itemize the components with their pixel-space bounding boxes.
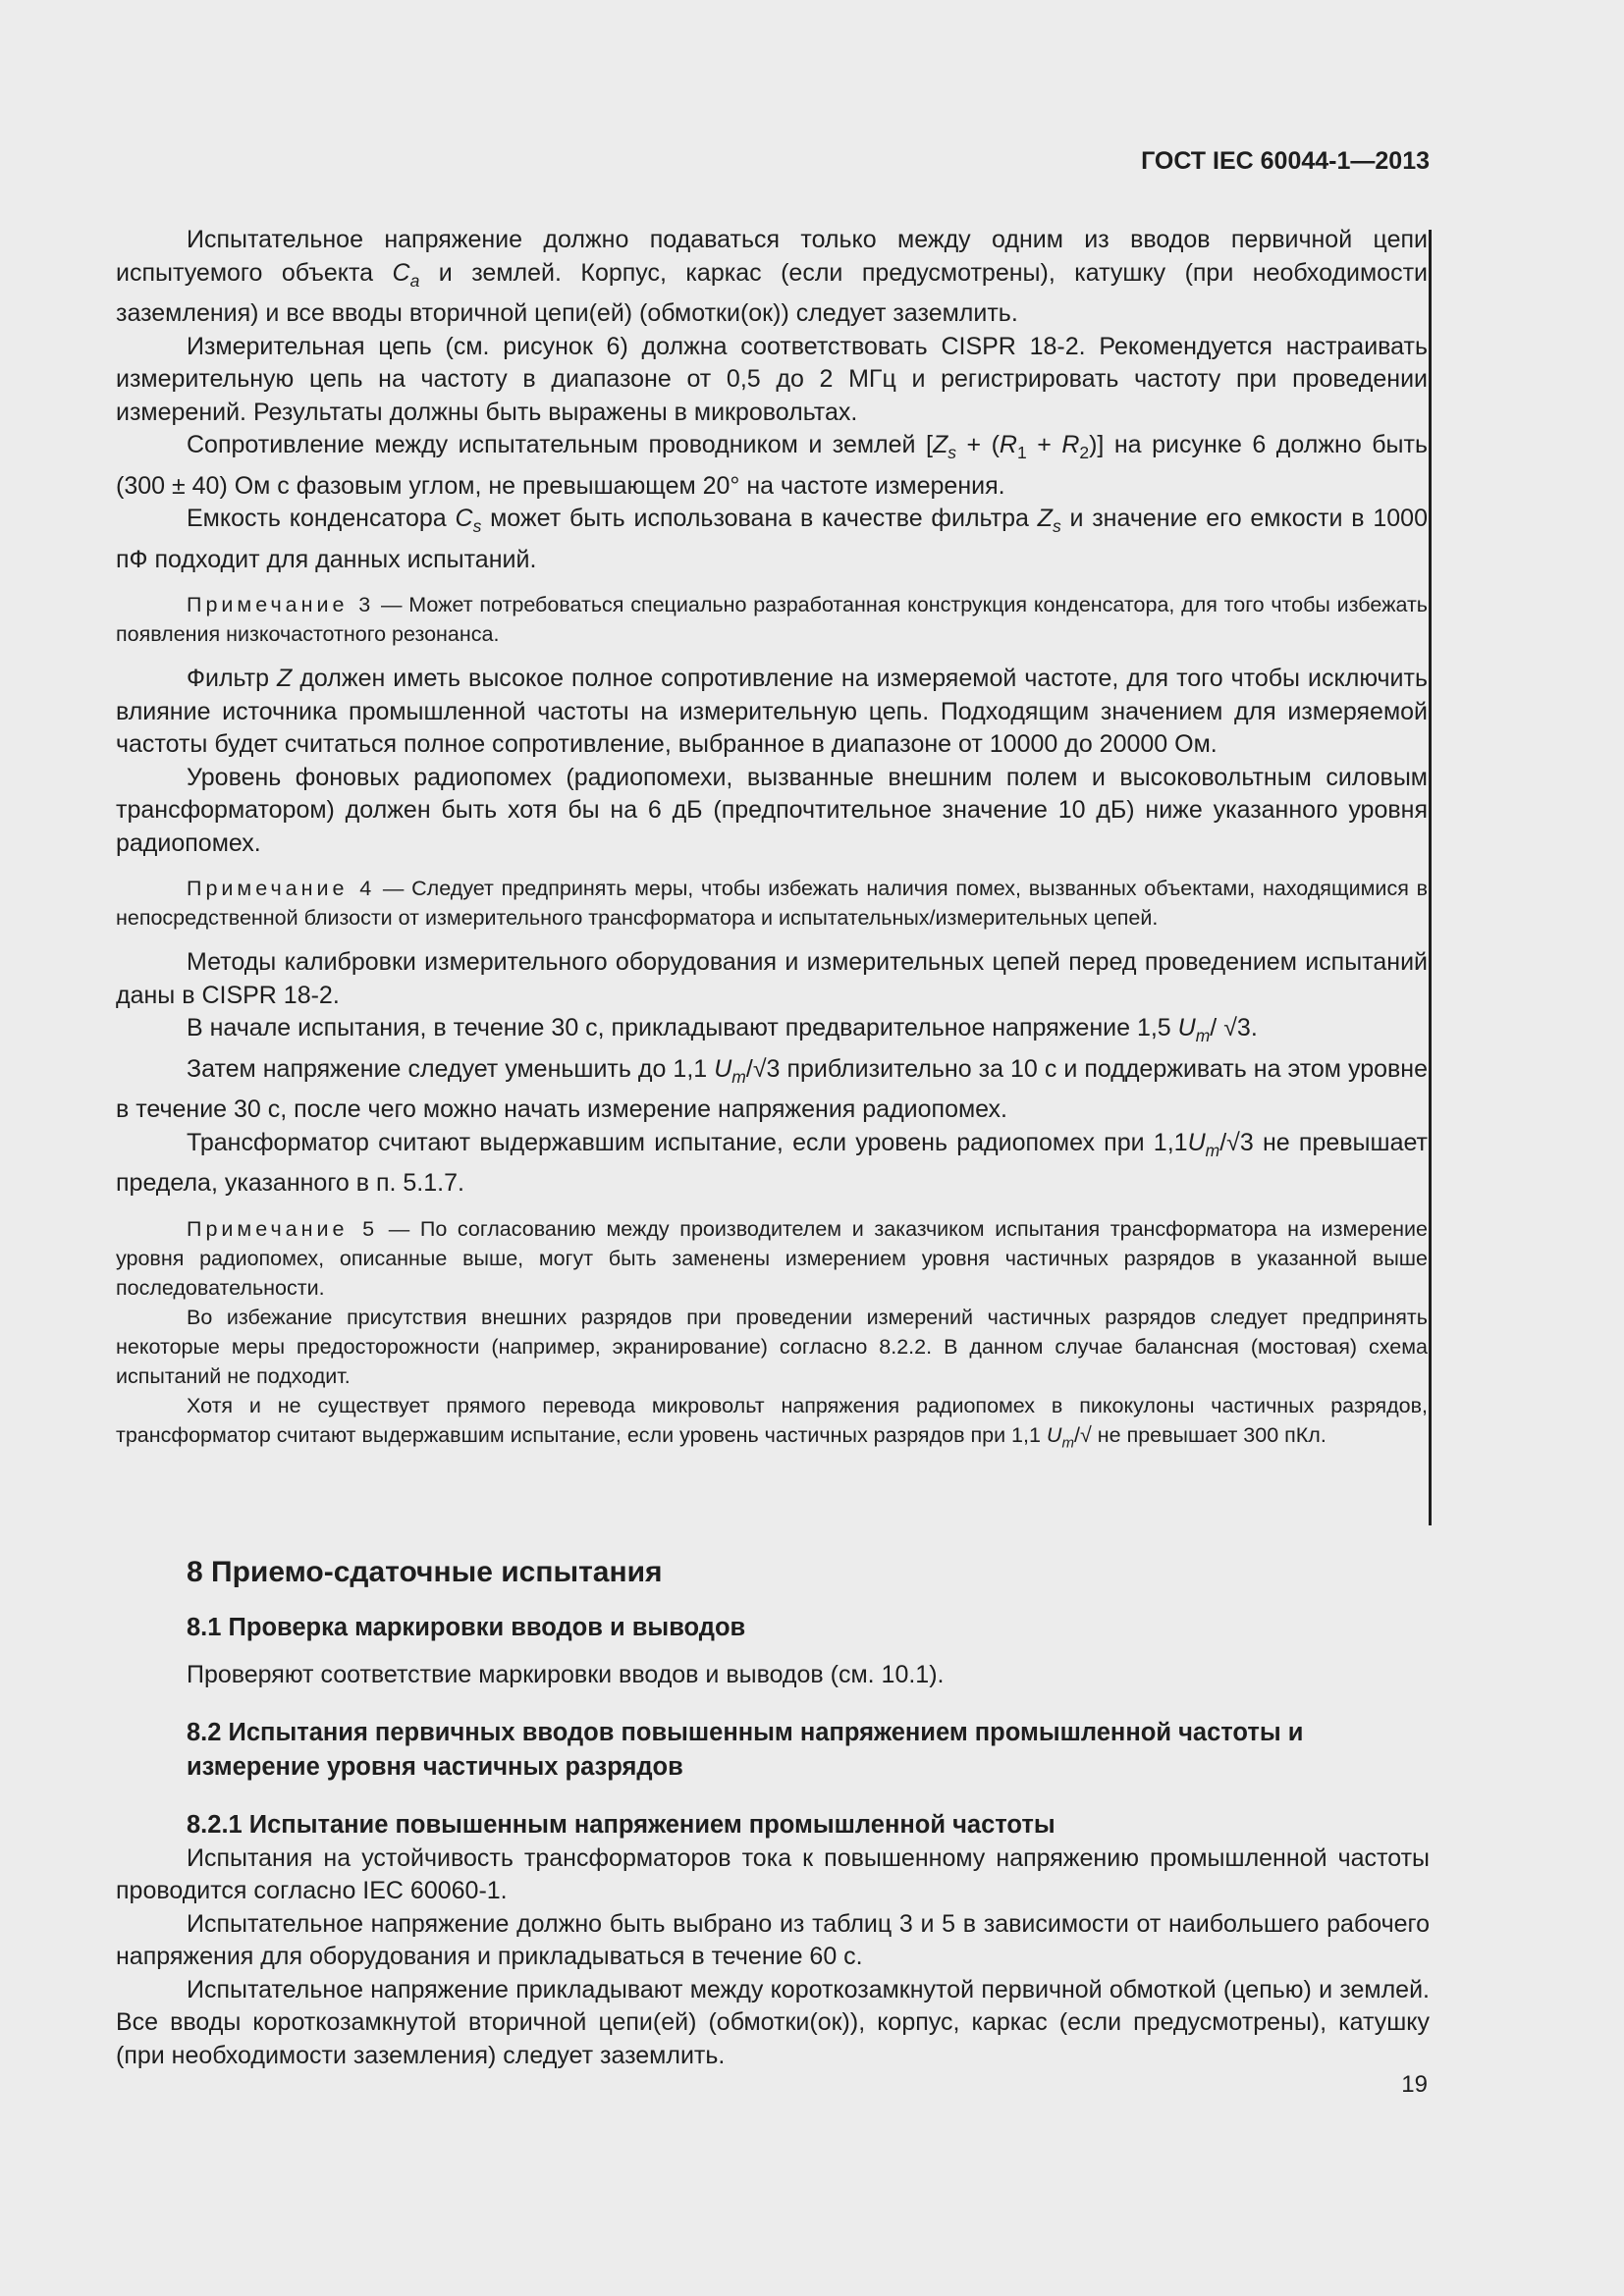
text-run: / bbox=[1219, 1128, 1227, 1156]
symbol-subscript: s bbox=[947, 443, 956, 462]
text-run: Емкость конденсатора bbox=[187, 505, 456, 532]
section-8-2-1-p1: Испытания на устойчивость трансформаторов тока к повышенному напряжению промышленной частоты проводится согласно IEC 60060-1. bbox=[116, 1843, 1430, 1904]
symbol-u: U bbox=[1046, 1422, 1062, 1447]
paragraph-test-voltage bbox=[116, 224, 1428, 331]
symbol-subscript: s bbox=[1052, 516, 1061, 536]
symbol-subscript: m bbox=[731, 1066, 746, 1087]
sqrt-symbol: √3 bbox=[1226, 1128, 1254, 1156]
note-label: Примечание 3 bbox=[187, 593, 375, 616]
symbol-z: Z bbox=[1037, 505, 1053, 532]
text-run: и землей. Корпус, каркас (если предусмотрены), катушку (при необходимости заземления) и все вводы вторичной цепи(ей) (обмотки(ок)) следует заземлить. bbox=[116, 258, 1429, 327]
symbol-c: C bbox=[455, 505, 473, 532]
text-run: / bbox=[1074, 1422, 1080, 1447]
symbol-u: U bbox=[1177, 1014, 1196, 1041]
section-8-heading: 8 Приемо-сдаточные испытания bbox=[187, 1556, 663, 1588]
note-label: Примечание 5 bbox=[187, 1216, 379, 1241]
note-5 bbox=[116, 1214, 1428, 1303]
section-8-1-heading: 8.1 Проверка маркировки вводов и выводов bbox=[187, 1614, 746, 1641]
text-run: В начале испытания, в течение 30 с, прикладывают предварительное напряжение 1,5 bbox=[187, 1014, 1178, 1041]
text-run: приблизительно за 10 с и поддерживать на этом уровне в течение 30 с, после чего можно начать измерение напряжения радиопомех. bbox=[116, 1054, 1428, 1123]
text-run: должен иметь высокое полное сопротивление на измеряемой частоте, для того чтобы исключить влияние источника промышленной частоты на измерительную цепь. Подходящим значением для измеряемой частоты будет считаться полное сопротивление, выбранное в диапазоне от 10000 до 20000 Ом. bbox=[116, 665, 1428, 758]
section-8-2-heading: 8.2 Испытания первичных вводов повышенным напряжением промышленной частоты и измерение уровня частичных разрядов bbox=[187, 1718, 1304, 1781]
paragraph-pass-criteria bbox=[116, 1127, 1428, 1201]
paragraph-calibration: Методы калибровки измерительного оборудования и измерительных цепей перед проведением испытаний даны в CISPR 18-2. bbox=[116, 948, 1428, 1009]
paragraph-measuring-circuit: Измерительная цепь (см. рисунок 6) должна соответствовать CISPR 18-2. Рекомендуется настраивать измерительную цепь на частоту в диапазоне от 0,5 до 2 МГц и регистрировать частоту при проведении измерений. Результаты должны быть выражены в микровольтах. bbox=[116, 332, 1428, 426]
note-5-continued: Во избежание присутствия внешних разрядов при проведении измерений частичных разрядов следует предпринять некоторые меры предосторожности (например, экранирование) согласно 8.2.2. В данном случае балансная (мостовая) схема испытаний не подходит. bbox=[116, 1305, 1428, 1388]
note-label: Примечание 4 bbox=[187, 877, 376, 900]
symbol-z: Z bbox=[277, 665, 293, 692]
paragraph-background-noise: Уровень фоновых радиопомех (радиопомехи, вызванные внешним полем и высоковольтным силовым трансформатором) должен быть хотя бы на 6 дБ (предпочтительное значение 10 дБ) ниже указанного уровня радиопомех. bbox=[116, 763, 1428, 857]
symbol-subscript: m bbox=[1205, 1140, 1220, 1160]
symbol-subscript: a bbox=[409, 270, 420, 291]
note-3 bbox=[116, 590, 1428, 649]
text-run: )] на рисунке 6 должно быть (300 ± 40) Ом с фазовым углом, не превышающем 20° на частоте измерения. bbox=[116, 431, 1428, 500]
text-run: не превышает предела, указанного в п. 5.1.7. bbox=[116, 1128, 1428, 1197]
paragraph-resistance bbox=[116, 429, 1428, 503]
sqrt-symbol: √3 bbox=[1223, 1014, 1251, 1041]
lower-content bbox=[116, 1556, 1430, 2072]
text-run: . bbox=[1250, 1014, 1258, 1041]
section-8-2-1-heading: 8.2.1 Испытание повышенным напряжением промышленной частоты bbox=[187, 1810, 1056, 1839]
paragraph-filter bbox=[116, 663, 1428, 762]
symbol-u: U bbox=[714, 1054, 732, 1083]
section-8-2-1-p3: Испытательное напряжение прикладывают между короткозамкнутой первичной обмоткой (цепью) и землей. Все вводы короткозамкнутой вторичной цепи(ей) (обмотки(ок)), корпус, каркас (если предусмотрены), катушку (при необходимости заземления) следует заземлить. bbox=[116, 1975, 1430, 2069]
upper-content bbox=[116, 224, 1428, 1458]
text-run: может быть использована в качестве фильтра bbox=[481, 505, 1038, 532]
symbol-subscript: m bbox=[1195, 1026, 1211, 1045]
note-5-partial-discharge bbox=[116, 1391, 1428, 1458]
paragraph-capacitance bbox=[116, 503, 1428, 576]
note-text: — Может потребоваться специально разработанная конструкция конденсатора, для того чтобы избежать появления низкочастотного резонанса. bbox=[116, 593, 1428, 646]
document-header: ГОСТ IEC 60044-1—2013 bbox=[1141, 147, 1430, 175]
symbol-subscript: m bbox=[1061, 1433, 1074, 1451]
symbol-u: U bbox=[1187, 1128, 1206, 1156]
symbol-subscript: s bbox=[472, 516, 482, 536]
change-bar bbox=[1429, 230, 1432, 1525]
symbol-r: R bbox=[1061, 431, 1080, 458]
symbol-subscript: 2 bbox=[1079, 443, 1090, 462]
symbol-c: C bbox=[392, 258, 410, 287]
text-run: + ( bbox=[956, 431, 1000, 458]
symbol-r: R bbox=[999, 431, 1017, 458]
text-run: Сопротивление между испытательным проводником и землей [ bbox=[187, 431, 933, 458]
text-run: не превышает 300 пКл. bbox=[1091, 1422, 1326, 1447]
text-run: / bbox=[745, 1054, 753, 1083]
note-text: — Следует предпринять меры, чтобы избежать наличия помех, вызванных объектами, находящимися в непосредственной близости от измерительного трансформатора и испытательных/измерительных цепей. bbox=[116, 877, 1429, 930]
sqrt-symbol: √ bbox=[1079, 1422, 1092, 1447]
text-run: Трансформатор считают выдержавшим испытание, если уровень радиопомех при 1,1 bbox=[187, 1128, 1188, 1156]
text-run: Фильтр bbox=[187, 665, 278, 692]
section-8-2-1-p2: Испытательное напряжение должно быть выбрано из таблиц 3 и 5 в зависимости от наибольшего рабочего напряжения для оборудования и прикладываться в течение 60 с. bbox=[116, 1909, 1430, 1970]
text-run: Затем напряжение следует уменьшить до 1,1 bbox=[187, 1054, 715, 1083]
page-number: 19 bbox=[1401, 2071, 1428, 2098]
sqrt-symbol: √3 bbox=[752, 1054, 781, 1083]
note-4 bbox=[116, 874, 1428, 933]
text-run: и значение его емкости в 1000 пФ подходит для данных испытаний. bbox=[116, 505, 1428, 573]
paragraph-prestress bbox=[116, 1012, 1428, 1053]
symbol-z: Z bbox=[932, 431, 948, 458]
text-run: / bbox=[1210, 1014, 1218, 1041]
symbol-subscript: 1 bbox=[1016, 443, 1027, 462]
text-run: + bbox=[1026, 431, 1062, 458]
text-run: Хотя и не существует прямого перевода микровольт напряжения радиопомех в пикокулоны частичных разрядов, трансформатор считают выдержавшим испытание, если уровень частичных разрядов при 1,1 bbox=[116, 1393, 1428, 1447]
section-8-1-text: Проверяют соответствие маркировки вводов и выводов (см. 10.1). bbox=[187, 1661, 945, 1688]
paragraph-reduce-voltage bbox=[116, 1053, 1428, 1127]
note-text: — По согласованию между производителем и заказчиком испытания трансформатора на измерение уровня радиопомех, описанные выше, могут быть заменены измерением уровня частичных разрядов в указанной выше последовательности. bbox=[116, 1216, 1429, 1300]
text-run: Испытательное напряжение должно подаваться только между одним из вводов первичной цепи испытуемого объекта bbox=[116, 226, 1428, 287]
